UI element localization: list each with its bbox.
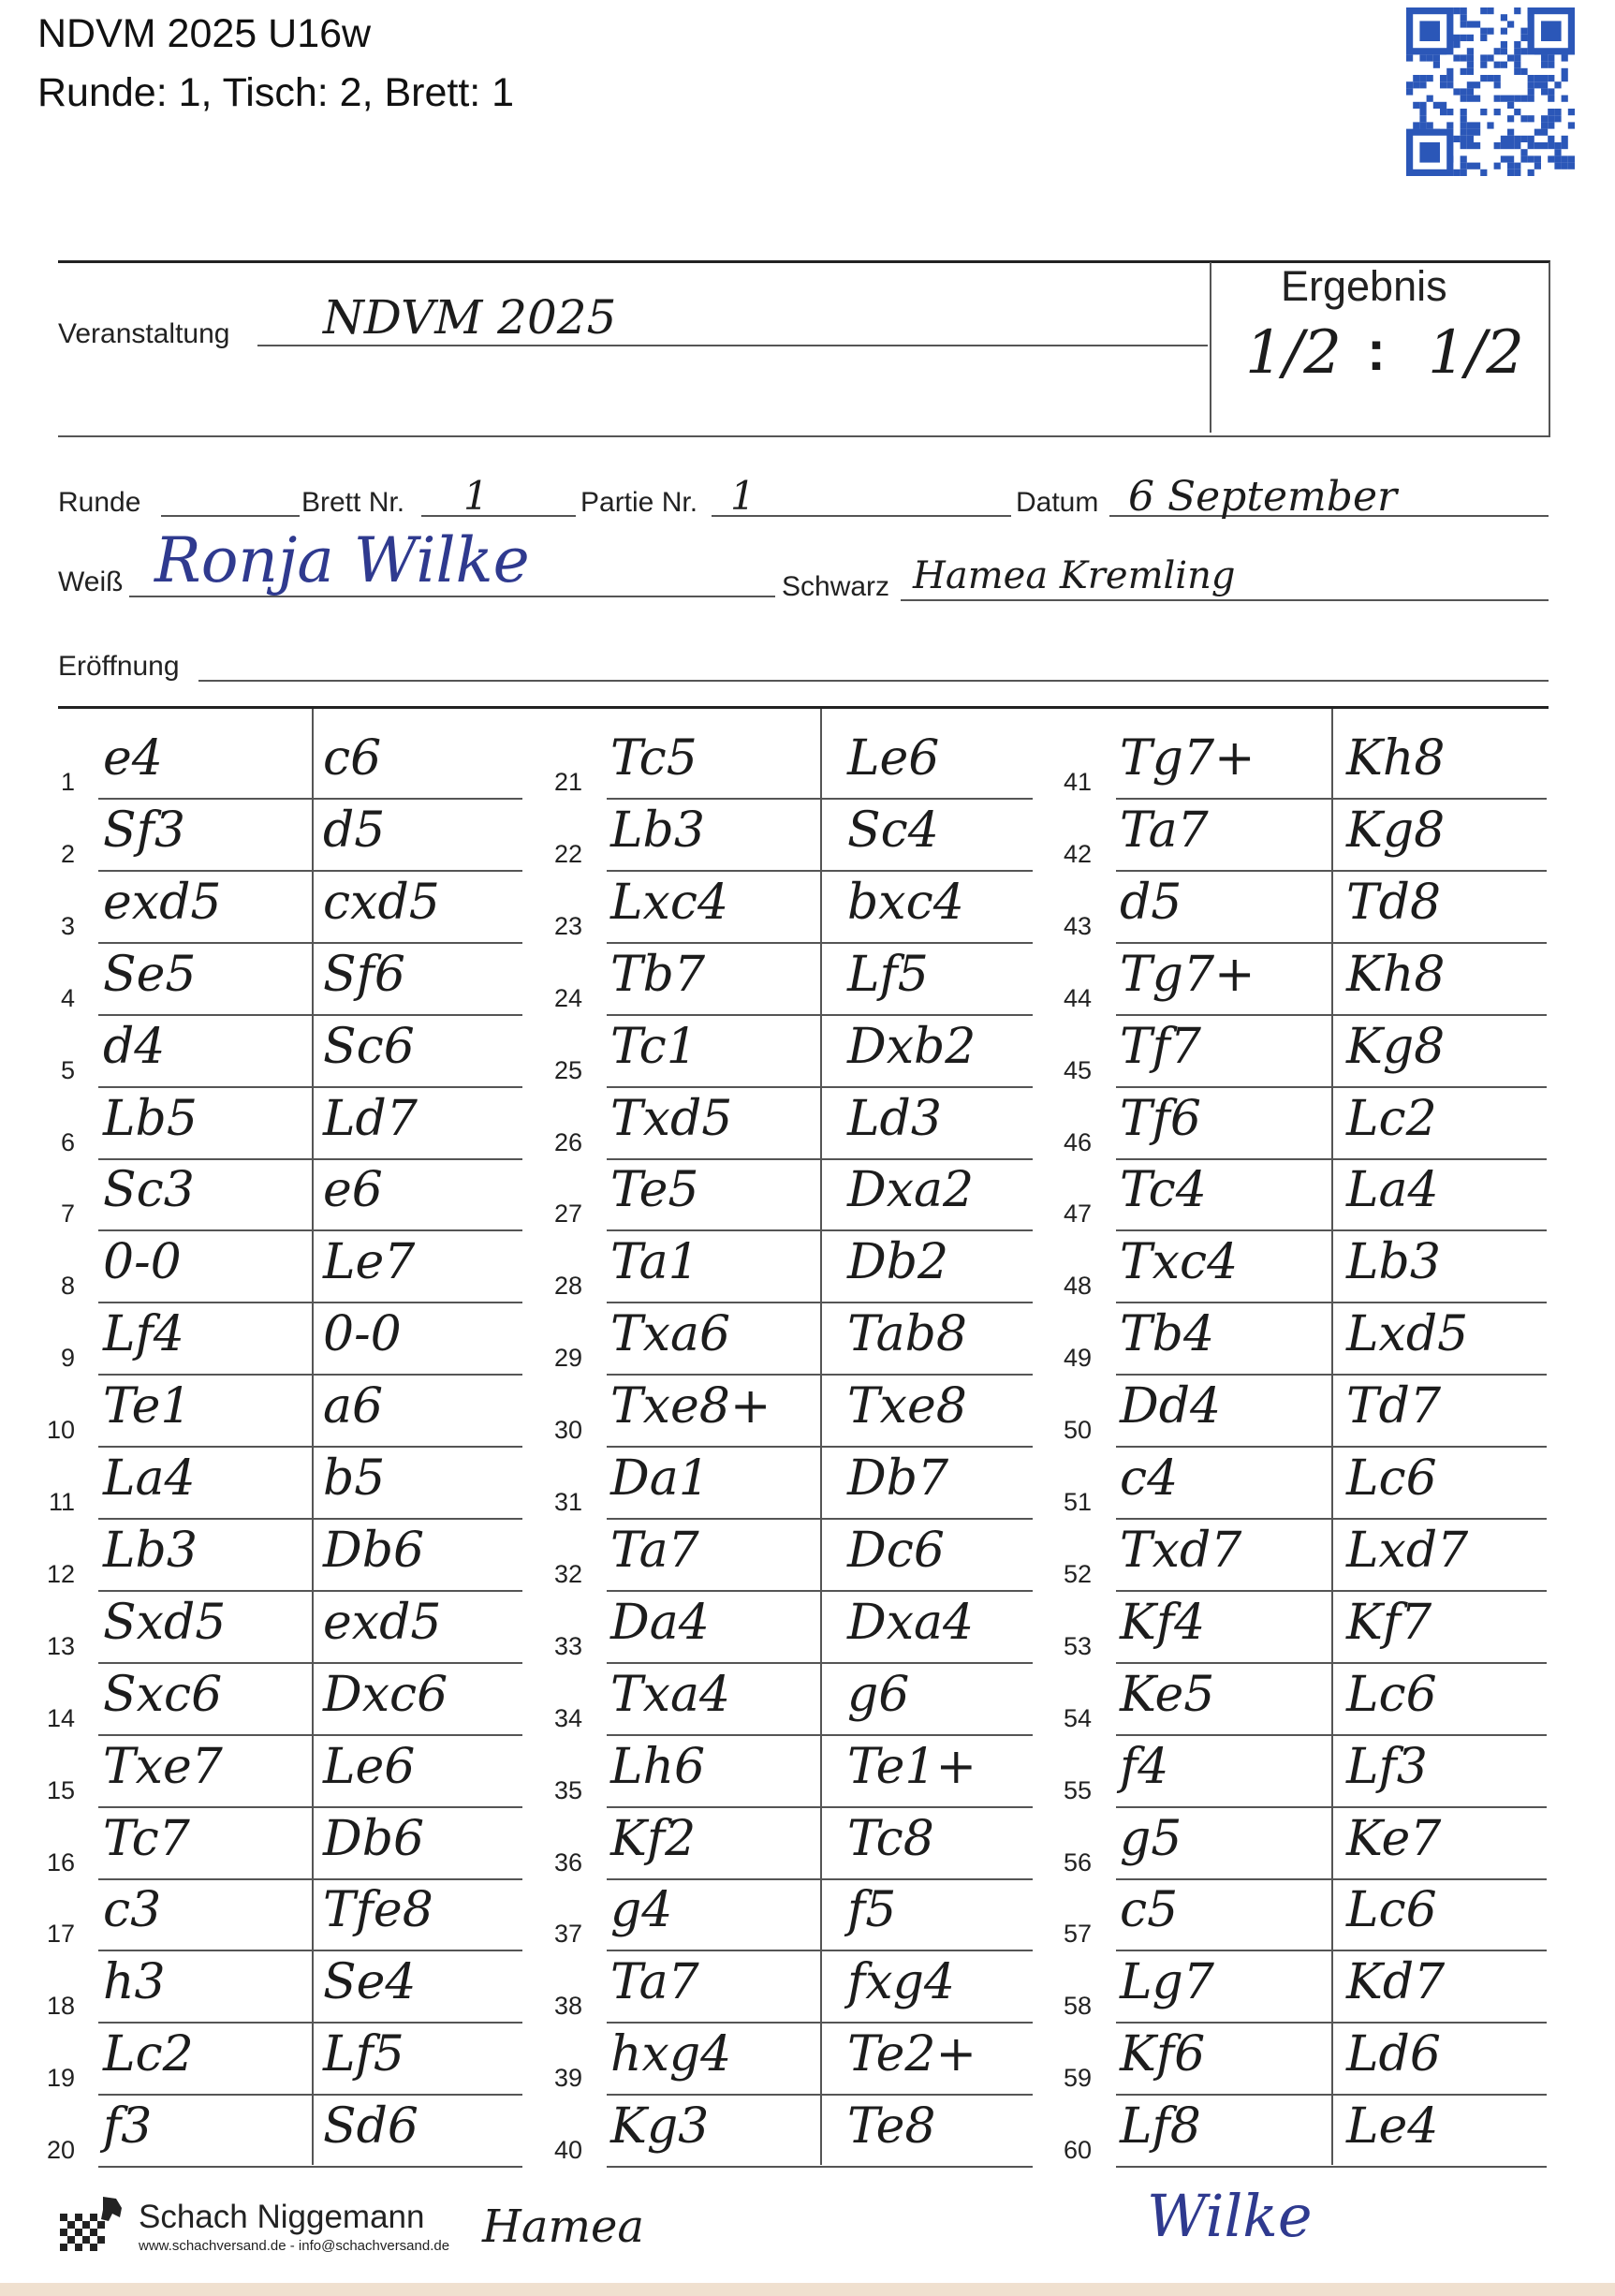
black-move: Db6 bbox=[323, 1523, 425, 1579]
move-row-line bbox=[98, 1518, 522, 1520]
move-row-line bbox=[98, 1446, 522, 1448]
page-subtitle: Runde: 1, Tisch: 2, Brett: 1 bbox=[37, 70, 515, 115]
white-move: Ta7 bbox=[1120, 802, 1209, 859]
white-move: Ta1 bbox=[610, 1234, 699, 1290]
move-number: 36 bbox=[553, 1848, 582, 1877]
white-move: e4 bbox=[103, 730, 163, 787]
black-move: La4 bbox=[1346, 1162, 1439, 1218]
move-row-line bbox=[98, 1734, 522, 1736]
move-number: 47 bbox=[1063, 1200, 1092, 1228]
white-move: Txc4 bbox=[1120, 1234, 1239, 1290]
white-move: Lb3 bbox=[103, 1523, 198, 1579]
board-value: 1 bbox=[463, 473, 489, 519]
move-number: 43 bbox=[1063, 912, 1092, 940]
move-row-line bbox=[607, 1518, 1033, 1520]
move-row-line bbox=[98, 1878, 522, 1880]
move-row-line bbox=[1116, 1590, 1547, 1592]
black-move: Sf6 bbox=[323, 947, 405, 1003]
footer-contact: www.schachversand.de - info@schachversand.de bbox=[139, 2238, 450, 2254]
black-move: Db7 bbox=[847, 1450, 949, 1507]
column-divider bbox=[820, 709, 822, 2165]
white-move: Kf4 bbox=[1120, 1595, 1206, 1651]
move-row-line bbox=[1116, 1014, 1547, 1016]
white-move: Txa6 bbox=[610, 1306, 731, 1362]
scan-edge bbox=[0, 2283, 1615, 2296]
white-move: Tc4 bbox=[1120, 1162, 1207, 1218]
move-row-line bbox=[1116, 798, 1547, 800]
black-move: Le7 bbox=[323, 1234, 416, 1290]
board-underline bbox=[421, 515, 576, 517]
white-move: Dd4 bbox=[1120, 1378, 1222, 1435]
white-move: c4 bbox=[1120, 1450, 1179, 1507]
move-row-line bbox=[98, 942, 522, 944]
move-number: 42 bbox=[1063, 840, 1092, 868]
date-value: 6 September bbox=[1128, 473, 1398, 521]
black-move: Lf5 bbox=[847, 947, 929, 1003]
move-number: 18 bbox=[46, 1992, 75, 2020]
move-number: 31 bbox=[553, 1488, 582, 1516]
black-move: Dxb2 bbox=[847, 1019, 976, 1075]
move-row-line bbox=[1116, 1302, 1547, 1303]
event-value: NDVM 2025 bbox=[323, 290, 617, 345]
move-number: 5 bbox=[60, 1056, 75, 1084]
move-row-line bbox=[607, 870, 1033, 872]
move-row-line bbox=[98, 1014, 522, 1016]
white-move: Ke5 bbox=[1120, 1667, 1215, 1723]
black-move: Lxd5 bbox=[1346, 1306, 1469, 1362]
move-row-line bbox=[607, 1878, 1033, 1880]
white-move: Lb3 bbox=[610, 802, 705, 859]
result-label: Ergebnis bbox=[1281, 262, 1447, 310]
white-move: d4 bbox=[103, 1019, 166, 1075]
move-number: 20 bbox=[46, 2136, 75, 2164]
black-move: Dxa2 bbox=[847, 1162, 975, 1218]
footer-brand: Schach Niggemann bbox=[139, 2199, 425, 2235]
white-move: Txa4 bbox=[610, 1667, 731, 1723]
black-move: Lc6 bbox=[1346, 1450, 1437, 1507]
black-move: Ld6 bbox=[1346, 2026, 1441, 2083]
game-underline bbox=[712, 515, 1011, 517]
white-move: Kf2 bbox=[610, 1811, 697, 1867]
black-move: Sc6 bbox=[323, 1019, 415, 1075]
result-black: 1/2 bbox=[1428, 318, 1524, 388]
white-move: Txd7 bbox=[1120, 1523, 1242, 1579]
move-row-line bbox=[1116, 870, 1547, 872]
move-number: 15 bbox=[46, 1776, 75, 1804]
move-number: 1 bbox=[60, 768, 75, 796]
white-move: Lh6 bbox=[610, 1739, 706, 1795]
black-move: Db2 bbox=[847, 1234, 949, 1290]
signature-white: Wilke bbox=[1147, 2182, 1313, 2250]
white-move: hxg4 bbox=[610, 2026, 732, 2083]
move-number: 37 bbox=[553, 1920, 582, 1948]
chess-knight-logo-icon bbox=[54, 2193, 129, 2262]
move-row-line bbox=[1116, 1158, 1547, 1160]
move-number: 3 bbox=[60, 912, 75, 940]
white-move: Sxd5 bbox=[103, 1595, 227, 1651]
white-move: Ta7 bbox=[610, 1954, 699, 2010]
white-move: g5 bbox=[1120, 1811, 1182, 1867]
move-row-line bbox=[607, 1590, 1033, 1592]
white-move: Tg7+ bbox=[1120, 730, 1255, 787]
white-move: f3 bbox=[103, 2098, 153, 2155]
black-move: Db6 bbox=[323, 1811, 425, 1867]
move-row-line bbox=[607, 942, 1033, 944]
black-move: Te2+ bbox=[847, 2026, 977, 2083]
move-number: 59 bbox=[1063, 2064, 1092, 2092]
black-move: Kh8 bbox=[1346, 947, 1446, 1003]
white-move: d5 bbox=[1120, 875, 1182, 931]
move-row-line bbox=[607, 798, 1033, 800]
round-underline bbox=[161, 515, 300, 517]
move-row-line bbox=[98, 1374, 522, 1376]
game-value: 1 bbox=[730, 473, 756, 519]
white-move: Lc2 bbox=[103, 2026, 194, 2083]
move-row-line bbox=[607, 1014, 1033, 1016]
move-row-line bbox=[1116, 1374, 1547, 1376]
move-row-line bbox=[607, 1229, 1033, 1231]
white-move: Lf8 bbox=[1120, 2098, 1201, 2155]
black-move: Kd7 bbox=[1346, 1954, 1446, 2010]
move-number: 14 bbox=[46, 1704, 75, 1732]
black-move: Sd6 bbox=[323, 2098, 418, 2155]
black-move: f5 bbox=[847, 1882, 897, 1938]
signature-black: Hamea bbox=[482, 2200, 645, 2253]
move-row-line bbox=[98, 870, 522, 872]
move-row-line bbox=[98, 1229, 522, 1231]
move-row-line bbox=[607, 2166, 1033, 2168]
move-number: 54 bbox=[1063, 1704, 1092, 1732]
white-move: Te5 bbox=[610, 1162, 699, 1218]
move-number: 56 bbox=[1063, 1848, 1092, 1877]
white-move: Da1 bbox=[610, 1450, 710, 1507]
black-move: Lxd7 bbox=[1346, 1523, 1469, 1579]
white-move: Sc3 bbox=[103, 1162, 195, 1218]
column-divider bbox=[312, 709, 314, 2165]
move-row-line bbox=[1116, 2094, 1547, 2096]
move-number: 53 bbox=[1063, 1632, 1092, 1660]
white-move: Lb5 bbox=[103, 1091, 198, 1147]
black-move: Kg8 bbox=[1346, 1019, 1446, 1075]
event-label: Veranstaltung bbox=[58, 318, 230, 349]
move-number: 32 bbox=[553, 1560, 582, 1588]
move-number: 11 bbox=[48, 1488, 75, 1516]
move-row-line bbox=[607, 1374, 1033, 1376]
white-move: Tb7 bbox=[610, 947, 706, 1003]
white-move: Tc1 bbox=[610, 1019, 697, 1075]
move-row-line bbox=[98, 1302, 522, 1303]
move-row-line bbox=[607, 2022, 1033, 2024]
move-row-line bbox=[98, 1590, 522, 1592]
black-move: Lc2 bbox=[1346, 1091, 1437, 1147]
move-number: 60 bbox=[1063, 2136, 1092, 2164]
black-move: Dxc6 bbox=[323, 1667, 448, 1723]
white-move: h3 bbox=[103, 1954, 166, 2010]
move-number: 29 bbox=[553, 1344, 582, 1372]
black-move: a6 bbox=[323, 1378, 384, 1435]
black-move: Lb3 bbox=[1346, 1234, 1441, 1290]
black-move: Le6 bbox=[847, 730, 940, 787]
white-move: Sxc6 bbox=[103, 1667, 223, 1723]
white-move: Sf3 bbox=[103, 802, 185, 859]
black-move: Te8 bbox=[847, 2098, 936, 2155]
black-player-name: Hamea Kremling bbox=[913, 554, 1236, 597]
move-number: 30 bbox=[553, 1416, 582, 1444]
move-number: 39 bbox=[553, 2064, 582, 2092]
white-move: Tf6 bbox=[1120, 1091, 1202, 1147]
white-move: Kg3 bbox=[610, 2098, 710, 2155]
white-move: Tg7+ bbox=[1120, 947, 1255, 1003]
black-move: 0-0 bbox=[323, 1306, 402, 1362]
game-label: Partie Nr. bbox=[580, 487, 698, 518]
move-number: 41 bbox=[1063, 768, 1092, 796]
black-move: c6 bbox=[323, 730, 382, 787]
move-row-line bbox=[1116, 1086, 1547, 1088]
black-move: Td7 bbox=[1346, 1378, 1442, 1435]
black-label: Schwarz bbox=[782, 571, 890, 602]
black-move: Tfe8 bbox=[323, 1882, 433, 1938]
move-number: 4 bbox=[60, 984, 75, 1012]
move-number: 25 bbox=[553, 1056, 582, 1084]
move-number: 17 bbox=[46, 1920, 75, 1948]
move-number: 9 bbox=[60, 1344, 75, 1372]
move-number: 45 bbox=[1063, 1056, 1092, 1084]
round-label: Runde bbox=[58, 487, 141, 518]
white-move: Kf6 bbox=[1120, 2026, 1206, 2083]
board-label: Brett Nr. bbox=[301, 487, 405, 518]
black-move: exd5 bbox=[323, 1595, 442, 1651]
move-row-line bbox=[1116, 1806, 1547, 1808]
move-number: 48 bbox=[1063, 1272, 1092, 1300]
move-row-line bbox=[607, 1158, 1033, 1160]
white-move: Tc5 bbox=[610, 730, 697, 787]
event-underline bbox=[257, 345, 1208, 346]
move-row-line bbox=[98, 1662, 522, 1664]
move-row-line bbox=[1116, 1446, 1547, 1448]
move-row-line bbox=[607, 2094, 1033, 2096]
black-move: Td8 bbox=[1346, 875, 1442, 931]
black-move: fxg4 bbox=[847, 1954, 955, 2010]
result-separator: : bbox=[1367, 319, 1386, 382]
move-number: 58 bbox=[1063, 1992, 1092, 2020]
move-row-line bbox=[1116, 1950, 1547, 1951]
move-row-line bbox=[98, 1086, 522, 1088]
move-number: 13 bbox=[46, 1632, 75, 1660]
black-move: Lf5 bbox=[323, 2026, 404, 2083]
move-row-line bbox=[607, 1806, 1033, 1808]
move-number: 44 bbox=[1063, 984, 1092, 1012]
white-move: Tc7 bbox=[103, 1811, 190, 1867]
black-move: Te1+ bbox=[847, 1739, 977, 1795]
move-number: 6 bbox=[60, 1128, 75, 1156]
opening-underline bbox=[198, 680, 1549, 682]
move-row-line bbox=[607, 1734, 1033, 1736]
black-move: Kf7 bbox=[1346, 1595, 1432, 1651]
black-move: Lc6 bbox=[1346, 1667, 1437, 1723]
white-move: Lg7 bbox=[1120, 1954, 1214, 2010]
move-number: 2 bbox=[60, 840, 75, 868]
page-title: NDVM 2025 U16w bbox=[37, 11, 372, 56]
black-move: Tab8 bbox=[847, 1306, 968, 1362]
move-row-line bbox=[1116, 1229, 1547, 1231]
opening-label: Eröffnung bbox=[58, 651, 180, 682]
move-number: 7 bbox=[60, 1200, 75, 1228]
black-move: d5 bbox=[323, 802, 386, 859]
move-row-line bbox=[98, 1950, 522, 1951]
move-row-line bbox=[98, 798, 522, 800]
move-number: 57 bbox=[1063, 1920, 1092, 1948]
move-number: 19 bbox=[46, 2064, 75, 2092]
move-number: 21 bbox=[553, 768, 582, 796]
black-move: Dxa4 bbox=[847, 1595, 975, 1651]
move-number: 8 bbox=[60, 1272, 75, 1300]
move-number: 52 bbox=[1063, 1560, 1092, 1588]
move-row-line bbox=[98, 1158, 522, 1160]
black-move: b5 bbox=[323, 1450, 386, 1507]
move-row-line bbox=[1116, 942, 1547, 944]
black-move: Le6 bbox=[323, 1739, 416, 1795]
move-row-line bbox=[607, 1086, 1033, 1088]
white-move: La4 bbox=[103, 1450, 196, 1507]
date-label: Datum bbox=[1016, 487, 1099, 518]
white-move: Txd5 bbox=[610, 1091, 733, 1147]
white-move: Txe7 bbox=[103, 1739, 223, 1795]
move-row-line bbox=[607, 1446, 1033, 1448]
move-number: 22 bbox=[553, 840, 582, 868]
black-move: Dc6 bbox=[847, 1523, 945, 1579]
black-move: e6 bbox=[323, 1162, 383, 1218]
white-move: Txe8+ bbox=[610, 1378, 771, 1435]
move-row-line bbox=[607, 1950, 1033, 1951]
move-number: 35 bbox=[553, 1776, 582, 1804]
move-number: 28 bbox=[553, 1272, 582, 1300]
move-row-line bbox=[98, 2022, 522, 2024]
black-move: bxc4 bbox=[847, 875, 964, 931]
move-row-line bbox=[98, 2166, 522, 2168]
white-move: Ta7 bbox=[610, 1523, 699, 1579]
move-row-line bbox=[1116, 1878, 1547, 1880]
move-number: 10 bbox=[46, 1416, 75, 1444]
move-row-line bbox=[1116, 1518, 1547, 1520]
black-move: Le4 bbox=[1346, 2098, 1439, 2155]
move-number: 49 bbox=[1063, 1344, 1092, 1372]
move-number: 40 bbox=[553, 2136, 582, 2164]
move-row-line bbox=[1116, 1662, 1547, 1664]
move-number: 24 bbox=[553, 984, 582, 1012]
black-move: Sc4 bbox=[847, 802, 939, 859]
move-row-line bbox=[1116, 2166, 1547, 2168]
result-white: 1/2 bbox=[1245, 318, 1342, 388]
move-number: 34 bbox=[553, 1704, 582, 1732]
white-move: Te1 bbox=[103, 1378, 192, 1435]
move-row-line bbox=[607, 1662, 1033, 1664]
black-move: Ke7 bbox=[1346, 1811, 1442, 1867]
move-row-line bbox=[607, 1302, 1033, 1303]
move-number: 12 bbox=[46, 1560, 75, 1588]
move-row-line bbox=[98, 1806, 522, 1808]
white-move: f4 bbox=[1120, 1739, 1169, 1795]
white-move: c5 bbox=[1120, 1882, 1179, 1938]
black-move: Txe8 bbox=[847, 1378, 967, 1435]
white-move: Da4 bbox=[610, 1595, 710, 1651]
white-move: c3 bbox=[103, 1882, 162, 1938]
white-player-name: Ronja Wilke bbox=[154, 524, 530, 596]
white-label: Weiß bbox=[58, 567, 124, 597]
move-number: 50 bbox=[1063, 1416, 1092, 1444]
move-number: 51 bbox=[1063, 1488, 1092, 1516]
move-number: 33 bbox=[553, 1632, 582, 1660]
move-row-line bbox=[98, 2094, 522, 2096]
black-move: Tc8 bbox=[847, 1811, 934, 1867]
white-move: Lf4 bbox=[103, 1306, 184, 1362]
move-number: 27 bbox=[553, 1200, 582, 1228]
move-number: 38 bbox=[553, 1992, 582, 2020]
move-row-line bbox=[1116, 2022, 1547, 2024]
white-move: Tb4 bbox=[1120, 1306, 1215, 1362]
black-move: Ld7 bbox=[323, 1091, 418, 1147]
move-row-line bbox=[1116, 1734, 1547, 1736]
black-underline bbox=[901, 599, 1549, 601]
column-divider bbox=[1331, 709, 1333, 2165]
black-move: Ld3 bbox=[847, 1091, 942, 1147]
move-number: 23 bbox=[553, 912, 582, 940]
white-move: Se5 bbox=[103, 947, 197, 1003]
white-move: 0-0 bbox=[103, 1234, 182, 1290]
black-move: Kg8 bbox=[1346, 802, 1446, 859]
move-number: 46 bbox=[1063, 1128, 1092, 1156]
white-move: exd5 bbox=[103, 875, 222, 931]
white-move: g4 bbox=[610, 1882, 673, 1938]
black-move: g6 bbox=[847, 1667, 910, 1723]
white-move: Tf7 bbox=[1120, 1019, 1202, 1075]
move-number: 26 bbox=[553, 1128, 582, 1156]
black-move: cxd5 bbox=[323, 875, 440, 931]
black-move: Se4 bbox=[323, 1954, 417, 2010]
white-move: Lxc4 bbox=[610, 875, 729, 931]
move-number: 55 bbox=[1063, 1776, 1092, 1804]
qr-code-icon bbox=[1406, 7, 1577, 176]
black-move: Lf3 bbox=[1346, 1739, 1428, 1795]
move-number: 16 bbox=[46, 1848, 75, 1877]
black-move: Kh8 bbox=[1346, 730, 1446, 787]
black-move: Lc6 bbox=[1346, 1882, 1437, 1938]
